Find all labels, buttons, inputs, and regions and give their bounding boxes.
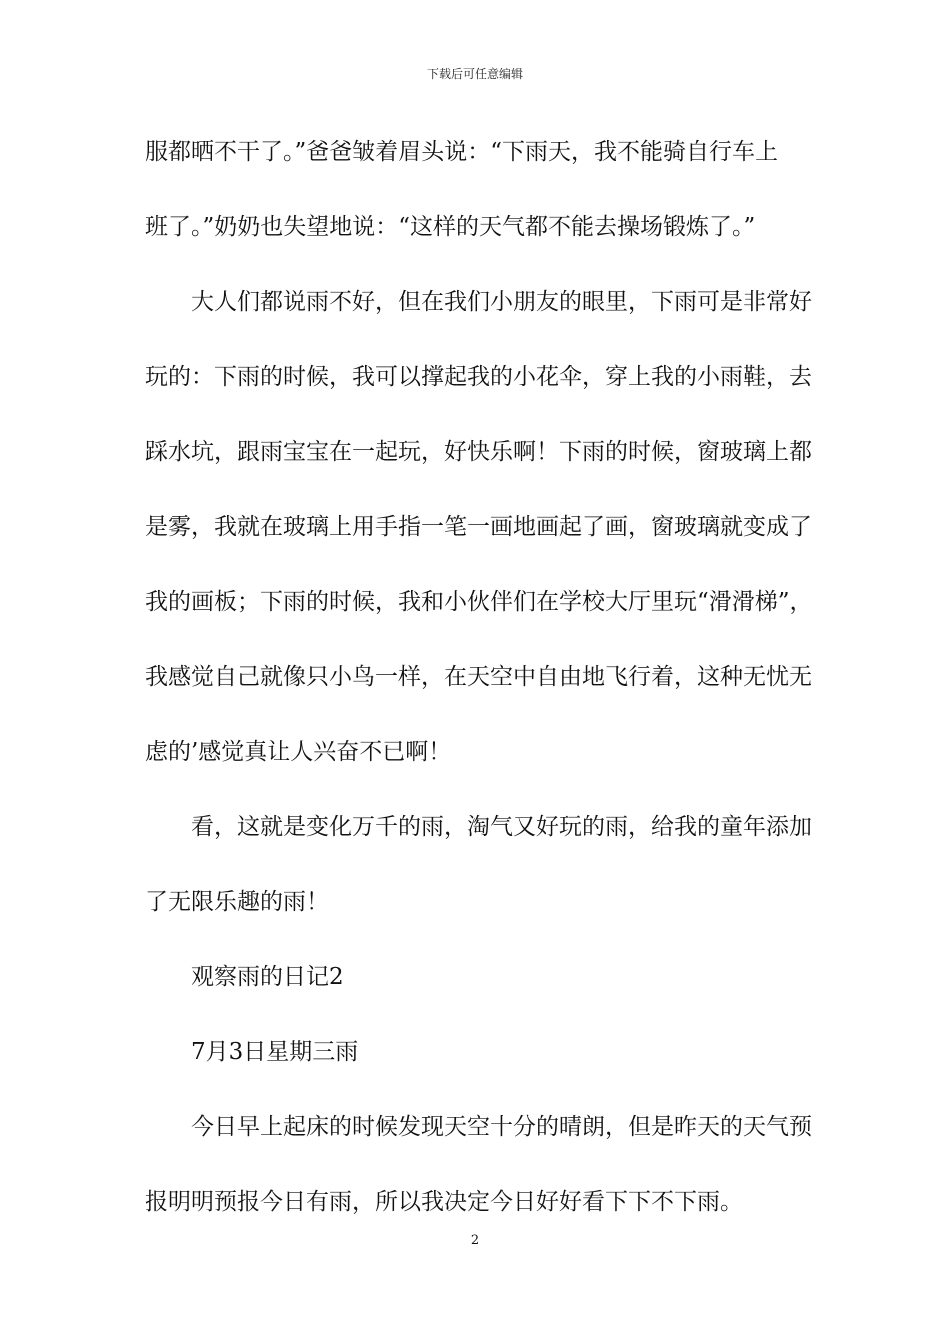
body-line: 踩水坑，跟雨宝宝在一起玩，好快乐啊！下雨的时候，窗玻璃上都	[145, 439, 812, 465]
body-line: 看，这就是变化万千的雨，淘气又好玩的雨，给我的童年添加	[145, 814, 812, 840]
page-header: 下载后可任意编辑	[426, 67, 523, 81]
body-line: 是雾，我就在玻璃上用手指一笔一画地画起了画，窗玻璃就变成了	[145, 514, 812, 540]
body-line: 报明明预报今日有雨，所以我决定今日好好看下下不下雨。	[145, 1189, 743, 1215]
body-line: 我感觉自己就像只小鸟一样，在天空中自由地飞行着，这种无忧无	[145, 664, 812, 690]
section-title: 观察雨的日记2	[145, 964, 344, 990]
body-line: 玩的：下雨的时候，我可以撑起我的小花伞，穿上我的小雨鞋，去	[145, 364, 812, 390]
page-number: 2	[470, 1233, 480, 1248]
body-line: 虑的’感觉真让人兴奋不已啊！	[145, 739, 452, 765]
body-line: 了无限乐趣的雨！	[145, 889, 329, 915]
body-line: 今日早上起床的时候发现天空十分的晴朗，但是昨天的天气预	[145, 1114, 812, 1140]
body-line: 我的画板；下雨的时候，我和小伙伴们在学校大厅里玩“滑滑梯”，	[145, 589, 813, 615]
body-line: 大人们都说雨不好，但在我们小朋友的眼里，下雨可是非常好	[145, 289, 812, 315]
body-line: 服都晒不干了。”爸爸皱着眉头说：“下雨天，我不能骑自行车上	[145, 139, 779, 165]
diary-date-line: 7月3日星期三雨	[145, 1039, 359, 1065]
body-line: 班了。”奶奶也失望地说：“这样的天气都不能去操场锻炼了。”	[145, 214, 756, 240]
